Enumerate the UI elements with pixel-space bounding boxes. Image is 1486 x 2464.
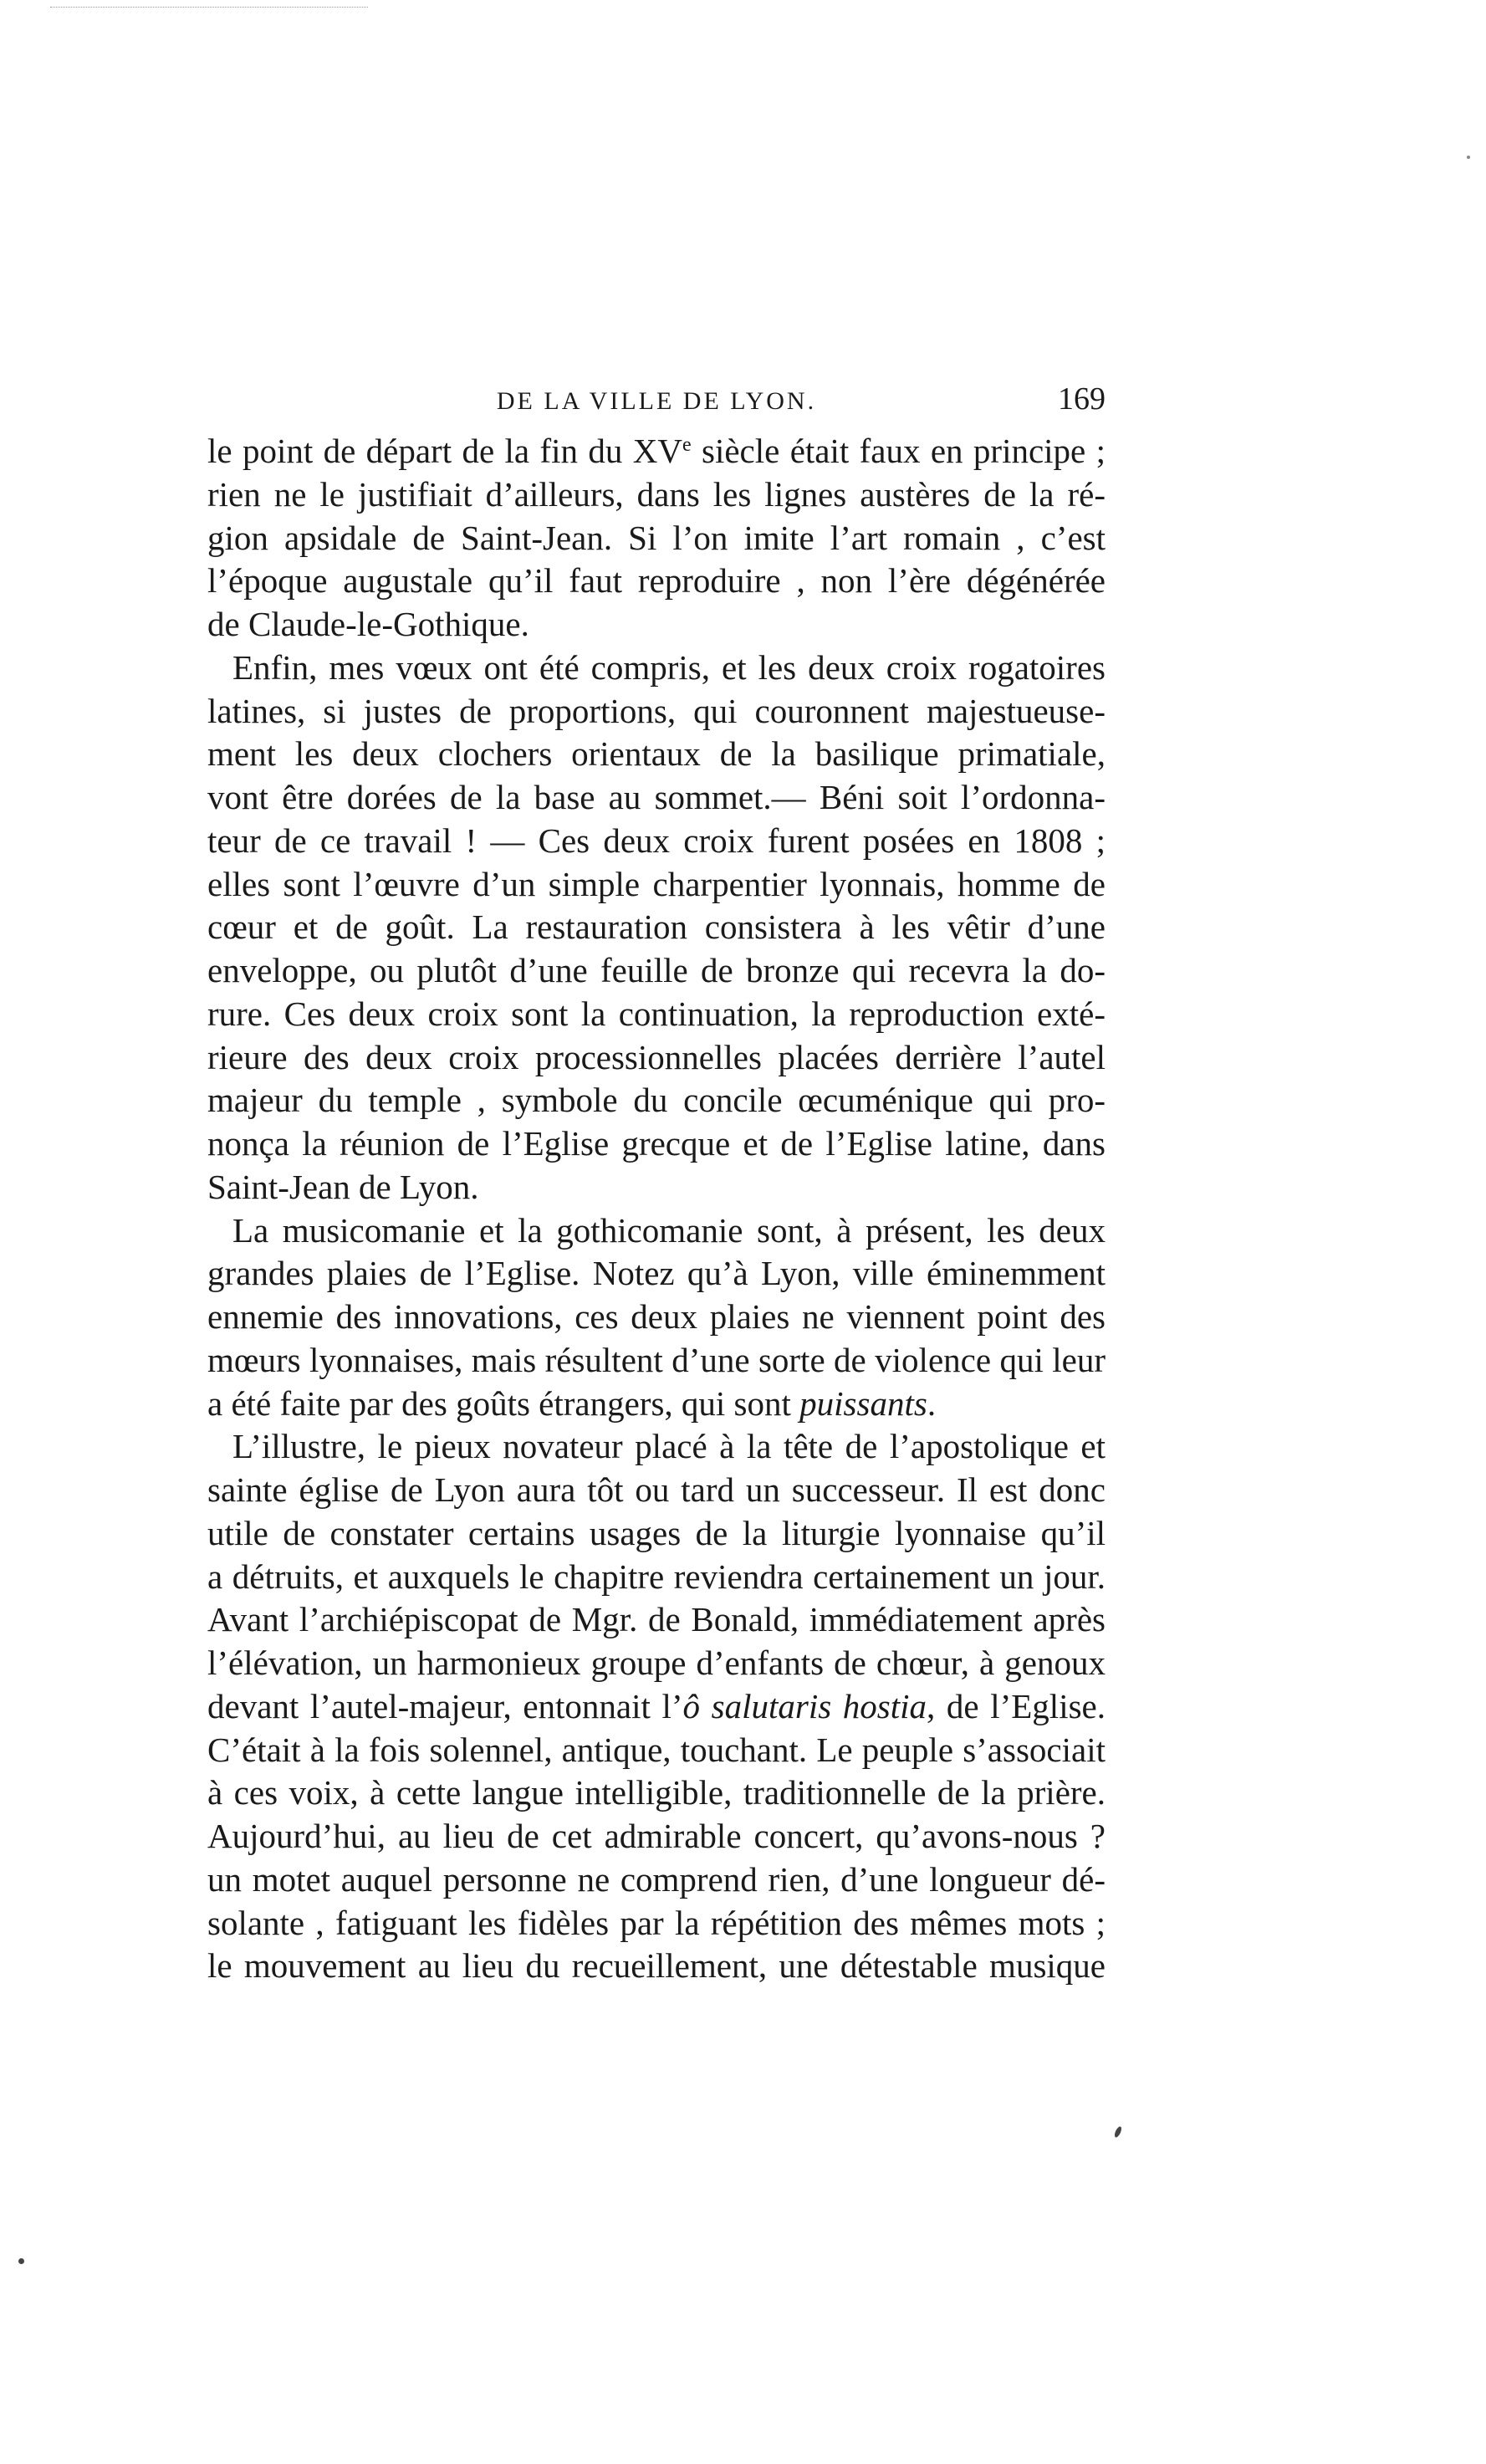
ink-speck	[18, 2258, 24, 2264]
text-line: Aujourd’hui, au lieu de cet admirable concert, qu’avons-nous ?	[207, 1817, 1106, 1855]
body-text	[207, 430, 1106, 1988]
text-line: mœurs lyonnaises, mais résultent d’une sorte de violence qui leur	[207, 1340, 1106, 1379]
ink-speck	[1113, 2125, 1122, 2138]
text-line: elles sont l’œuvre d’un simple charpentier lyonnais, homme de	[207, 864, 1106, 903]
text-line: de Claude-le-Gothique.	[207, 605, 529, 643]
text-line: rien ne le justifiait d’ailleurs, dans les lignes austères de la ré-	[207, 474, 1106, 514]
text-line: rure. Ces deux croix sont la continuation, la reproduction exté-	[207, 994, 1106, 1033]
text-line: le mouvement au lieu du recueillement, une détestable musique	[207, 1946, 1106, 1986]
text-line: ment les deux clochers orientaux de la basilique primatiale,	[207, 734, 1106, 774]
text-line: utile de constater certains usages de la liturgie lyonnaise qu’il	[207, 1513, 1106, 1552]
text-line: l’élévation, un harmonieux groupe d’enfants de chœur, à genoux	[207, 1644, 1106, 1682]
text-line: vont être dorées de la base au sommet.— Béni soit l’ordonna-	[207, 778, 1106, 816]
text-line: cœur et de goût. La restauration consistera à les vêtir d’une	[207, 907, 1106, 947]
text-line: gion apsidale de Saint-Jean. Si l’on imite l’art romain , c’est	[207, 518, 1106, 557]
text-line: sainte église de Lyon aura tôt ou tard un successeur. Il est donc	[207, 1470, 1106, 1509]
text-line: solante , fatiguant les fidèles par la répétition des mêmes mots ;	[207, 1903, 1106, 1942]
text-line: latines, si justes de proportions, qui couronnent majestueuse-	[207, 691, 1106, 730]
scan-edge-noise	[50, 7, 368, 9]
text-line: grandes plaies de l’Eglise. Notez qu’à Lyon, ville éminemment	[207, 1254, 1106, 1293]
text-line: nonça la réunion de l’Eglise grecque et de l’Eglise latine, dans	[207, 1124, 1106, 1163]
running-title: DE LA VILLE DE LYON.	[496, 387, 817, 415]
text-line: L’illustre, le pieux novateur placé à la tête de l’apostolique et	[232, 1427, 1106, 1466]
text-line: l’époque augustale qu’il faut reproduire , non l’ère dégénérée	[207, 561, 1106, 601]
text-line: Enfin, mes vœux ont été compris, et les deux croix rogatoires	[232, 647, 1106, 687]
text-line: a détruits, et auxquels le chapitre reviendra certainement un jour.	[207, 1557, 1106, 1596]
text-line: Avant l’archiépiscopat de Mgr. de Bonald, immédiatement après	[207, 1600, 1106, 1639]
text-line: majeur du temple , symbole du concile œcuménique qui pro-	[207, 1081, 1106, 1120]
text-line: a été faite par des goûts étrangers, qui sont puissants.	[207, 1383, 937, 1423]
text-line: devant l’autel-majeur, entonnait l’ô salutaris hostia, de l’Eglise.	[207, 1686, 1106, 1725]
text-line: C’était à la fois solennel, antique, touchant. Le peuple s’associait	[207, 1730, 1106, 1769]
text-line: un motet auquel personne ne comprend rien, d’une longueur dé-	[207, 1859, 1106, 1899]
text-line: ennemie des innovations, ces deux plaies ne viennent point des	[207, 1297, 1106, 1336]
text-line: teur de ce travail ! — Ces deux croix furent posées en 1808 ;	[207, 820, 1106, 860]
text-line: Saint-Jean de Lyon.	[207, 1167, 479, 1206]
text-line: enveloppe, ou plutôt d’une feuille de bronze qui recevra la do-	[207, 951, 1106, 989]
running-head	[207, 381, 1106, 422]
ink-speck	[1467, 156, 1470, 159]
text-line: à ces voix, à cette langue intelligible, traditionnelle de la prière.	[207, 1773, 1106, 1812]
text-line: La musicomanie et la gothicomanie sont, à présent, les deux	[232, 1210, 1106, 1250]
text-line: le point de départ de la fin du XVe siècle était faux en principe ;	[207, 432, 1106, 470]
page-number: 169	[1058, 381, 1106, 417]
text-line: rieure des deux croix processionnelles placées derrière l’autel	[207, 1037, 1106, 1076]
